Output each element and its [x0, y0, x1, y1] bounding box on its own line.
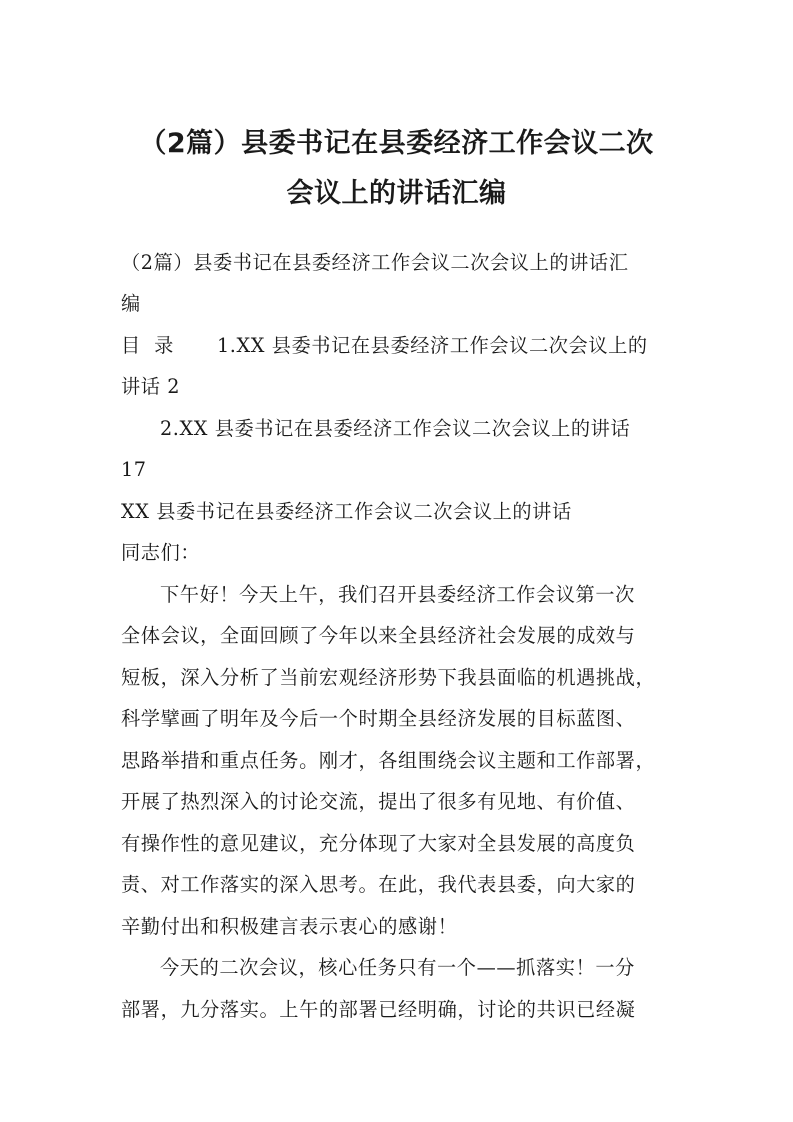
body-line: 今天的二次会议，核心任务只有一个——抓落实！一分 — [160, 956, 635, 979]
document-title-line-1: （2篇）县委书记在县委经济工作会议二次 — [139, 128, 654, 159]
body-line: 思路举措和重点任务。刚才，各组围绕会议主题和工作部署， — [121, 749, 656, 772]
body-line: 短板，深入分析了当前宏观经济形势下我县面临的机遇挑战， — [121, 666, 656, 689]
subtitle-line-cont: 编 — [121, 292, 141, 315]
body-line: 下午好！今天上午，我们召开县委经济工作会议第一次 — [160, 583, 635, 606]
body-line: 部署，九分落实。上午的部署已经明确，讨论的共识已经凝 — [121, 998, 636, 1021]
salutation: 同志们： — [121, 541, 201, 564]
section-heading: XX 县委书记在县委经济工作会议二次会议上的讲话 — [121, 500, 572, 523]
body-line: 有操作性的意见建议，充分体现了大家对全县发展的高度负 — [121, 832, 636, 855]
toc-entry-2-cont: 17 — [121, 458, 147, 481]
toc-entry-1-text: 1.XX 县委书记在县委经济工作会议二次会议上的 — [217, 334, 648, 357]
subtitle-line: （2篇）县委书记在县委经济工作会议二次会议上的讲话汇 — [121, 251, 629, 274]
document-title-line-2: 会议上的讲话汇编 — [286, 178, 507, 209]
toc-entry-1 — [121, 331, 648, 361]
toc-entry-2: 2.XX 县委书记在县委经济工作会议二次会议上的讲话 — [160, 417, 631, 440]
body-line: 责、对工作落实的深入思考。在此，我代表县委，向大家的 — [121, 873, 636, 896]
toc-entry-1-cont: 讲话 2 — [121, 375, 181, 398]
body-line: 开展了热烈深入的讨论交流，提出了很多有见地、有价值、 — [121, 790, 636, 813]
body-line: 科学擘画了明年及今后一个时期全县经济发展的目标蓝图、 — [121, 707, 636, 730]
body-line: 全体会议，全面回顾了今年以来全县经济社会发展的成效与 — [121, 624, 636, 647]
body-line: 辛勤付出和积极建言表示衷心的感谢！ — [121, 915, 458, 938]
toc-label: 目录 — [121, 334, 188, 357]
